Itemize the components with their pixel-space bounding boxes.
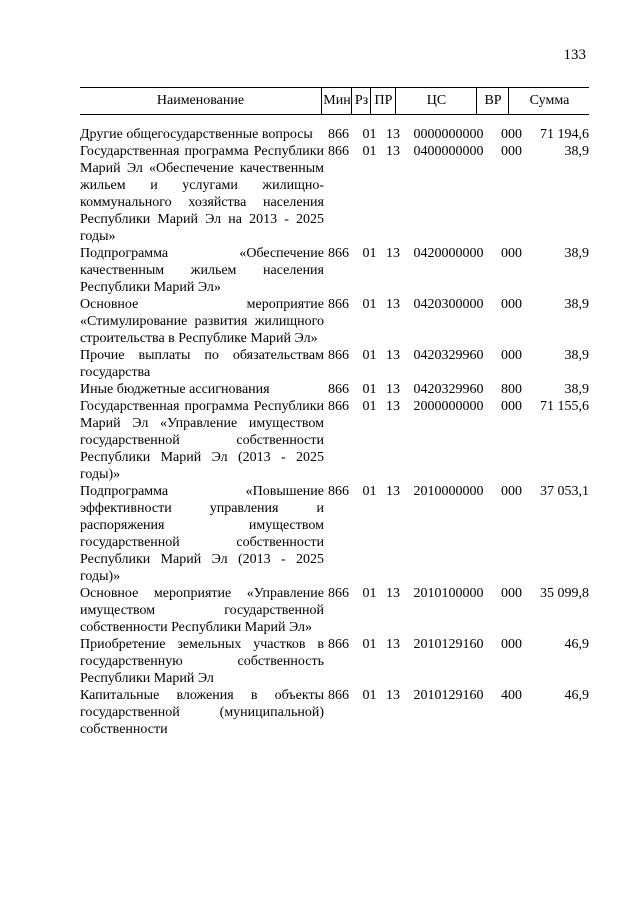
row-vr: 000 (501, 637, 522, 652)
table-row (80, 636, 589, 687)
row-rz: 01 (362, 297, 377, 312)
row-vr: 400 (501, 688, 522, 703)
table-row (80, 687, 589, 738)
table-row (80, 585, 589, 636)
row-sum: 37 053,1 (540, 484, 589, 499)
row-vr: 000 (501, 586, 522, 601)
header-min: Мин (321, 88, 352, 114)
row-pr: 13 (386, 399, 400, 414)
row-name: Другие общегосударственные вопросы (80, 127, 313, 142)
row-cs: 0400000000 (413, 144, 484, 159)
row-cs: 2010129160 (413, 637, 484, 652)
row-rz: 01 (362, 399, 377, 414)
row-min: 866 (328, 144, 349, 159)
header-rz: Рз (351, 88, 371, 114)
row-rz: 01 (362, 637, 377, 652)
row-sum: 71 155,6 (540, 399, 589, 414)
row-rz: 01 (362, 586, 377, 601)
row-vr: 000 (501, 484, 522, 499)
row-sum: 38,9 (564, 246, 589, 261)
row-name: Подпрограмма «Повышение эффективности управления и распоряжения имуществом государственной собственности Республики Марий Эл (2013 - 2025 годы)» (80, 484, 324, 584)
row-sum: 46,9 (564, 637, 589, 652)
table-row (80, 296, 589, 347)
table-row (80, 126, 589, 143)
row-vr: 000 (501, 127, 522, 142)
table-header (80, 87, 589, 115)
row-pr: 13 (386, 688, 400, 703)
row-name: Государственная программа Республики Марий Эл «Обеспечение качественным жильем и услугами жилищно-коммунального хозяйства населения Республики Марий Эл на 2013 - 2025 годы» (80, 144, 324, 244)
row-min: 866 (328, 297, 349, 312)
row-cs: 0000000000 (413, 127, 484, 142)
table-row (80, 483, 589, 585)
row-sum: 35 099,8 (540, 586, 589, 601)
table-body (80, 126, 589, 738)
row-cs: 2010000000 (413, 484, 484, 499)
header-name: Наименование (156, 93, 245, 108)
table-row (80, 398, 589, 483)
row-pr: 13 (386, 127, 400, 142)
row-name: Государственная программа Республики Марий Эл «Управление имуществом государственной собственности Республики Марий Эл (2013 - 2025 годы)» (80, 399, 324, 482)
row-min: 866 (328, 246, 349, 261)
row-min: 866 (328, 484, 349, 499)
row-sum: 71 194,6 (540, 127, 589, 142)
row-name: Иные бюджетные ассигнования (80, 382, 270, 397)
row-name: Основное мероприятие «Управление имуществом государственной собственности Республики Марий Эл» (80, 586, 324, 635)
row-pr: 13 (386, 144, 400, 159)
row-sum: 38,9 (564, 382, 589, 397)
row-sum: 46,9 (564, 688, 589, 703)
row-rz: 01 (362, 127, 377, 142)
row-vr: 000 (501, 246, 522, 261)
row-cs: 0420000000 (413, 246, 484, 261)
row-name: Приобретение земельных участков в государственную собственность Республики Марий Эл (80, 637, 324, 686)
row-vr: 000 (501, 348, 522, 363)
row-min: 866 (328, 399, 349, 414)
row-pr: 13 (386, 382, 400, 397)
header-sum: Сумма (508, 88, 590, 114)
table-row (80, 143, 589, 245)
row-min: 866 (328, 688, 349, 703)
row-name: Капитальные вложения в объекты государственной (муниципальной) собственности (80, 688, 324, 737)
row-rz: 01 (362, 144, 377, 159)
row-vr: 000 (501, 297, 522, 312)
row-rz: 01 (362, 246, 377, 261)
table-row (80, 381, 589, 398)
row-rz: 01 (362, 484, 377, 499)
row-sum: 38,9 (564, 144, 589, 159)
row-pr: 13 (386, 297, 400, 312)
row-pr: 13 (386, 586, 400, 601)
row-name: Основное мероприятие «Стимулирование развития жилищного строительства в Республике Марий Эл» (80, 297, 324, 346)
row-cs: 0420329960 (413, 348, 484, 363)
row-min: 866 (328, 382, 349, 397)
row-pr: 13 (386, 484, 400, 499)
row-rz: 01 (362, 688, 377, 703)
row-cs: 2010100000 (413, 586, 484, 601)
row-min: 866 (328, 586, 349, 601)
row-sum: 38,9 (564, 297, 589, 312)
row-pr: 13 (386, 637, 400, 652)
row-rz: 01 (362, 348, 377, 363)
row-vr: 000 (501, 144, 522, 159)
row-name: Подпрограмма «Обеспечение качественным жильем населения Республики Марий Эл» (80, 246, 324, 295)
row-cs: 0420300000 (413, 297, 484, 312)
page-number: 133 (563, 47, 586, 63)
header-cs: ЦС (395, 88, 477, 114)
header-pr: ПР (370, 88, 396, 114)
row-min: 866 (328, 348, 349, 363)
row-vr: 800 (501, 382, 522, 397)
row-cs: 0420329960 (413, 382, 484, 397)
row-rz: 01 (362, 382, 377, 397)
row-min: 866 (328, 637, 349, 652)
row-pr: 13 (386, 348, 400, 363)
row-min: 866 (328, 127, 349, 142)
row-vr: 000 (501, 399, 522, 414)
row-name: Прочие выплаты по обязательствам государства (80, 348, 324, 380)
row-cs: 2010129160 (413, 688, 484, 703)
row-pr: 13 (386, 246, 400, 261)
row-cs: 2000000000 (413, 399, 484, 414)
table-row (80, 245, 589, 296)
table-row (80, 347, 589, 381)
row-sum: 38,9 (564, 348, 589, 363)
header-vr: ВР (476, 88, 509, 114)
